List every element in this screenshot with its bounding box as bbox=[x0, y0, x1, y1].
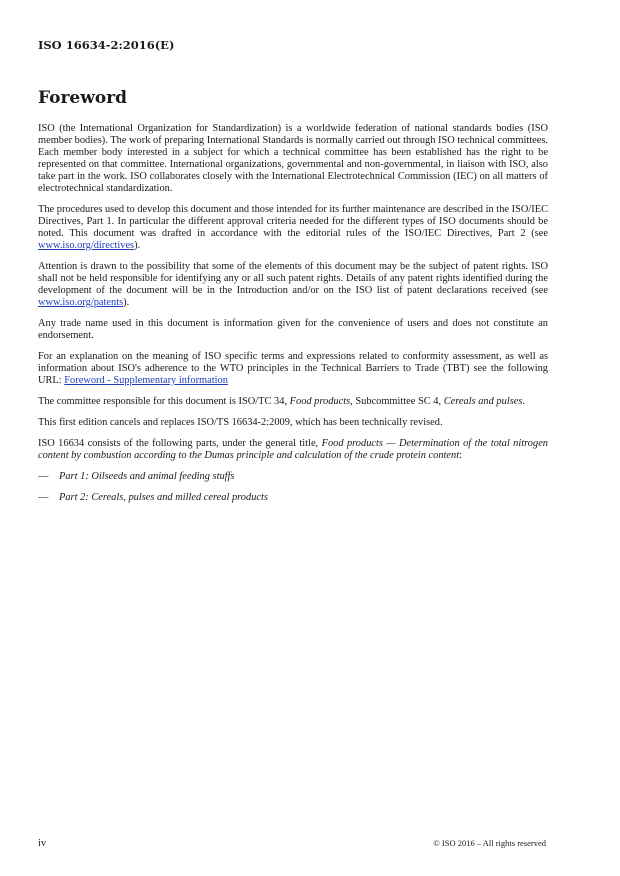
list-item bbox=[38, 471, 548, 483]
paragraph-committee-text: The committee responsible for this document is ISO/TC 34, bbox=[38, 396, 290, 407]
committee-name: Food products bbox=[289, 396, 351, 407]
paragraph-procedures-text: The procedures used to develop this document and those intended for its further maintenance are described in the ISO/IEC Directives, Part 1. In particular the different approval criteria needed for the different types of ISO documents should be noted. This document was drafted in accordance with the editorial rules of the ISO/IEC Directives, Part 2 (see bbox=[38, 204, 548, 239]
paragraph-parts-end: : bbox=[459, 450, 463, 461]
page-number: iv bbox=[38, 838, 47, 849]
paragraph-committee-middle: , Subcommittee SC 4, bbox=[350, 396, 444, 407]
paragraph-parts-text: ISO 16634 consists of the following parts, under the general title, bbox=[38, 438, 322, 449]
paragraph-edition: This first edition cancels and replaces ISO/TS 16634-2:2009, which has been technically revised. bbox=[38, 417, 443, 428]
dash-marker: — bbox=[38, 471, 49, 482]
paragraph-conformity-text: For an explanation on the meaning of ISO specific terms and expressions related to conformity assessment, as well as information about ISO's adherence to the WTO principles in the Technical Barriers to Trade (TBT) see the following URL: bbox=[38, 351, 548, 386]
paragraph-committee-end: . bbox=[522, 396, 526, 407]
paragraph-parts bbox=[38, 438, 548, 462]
paragraph-patents bbox=[38, 261, 548, 309]
paragraph-trade-name: Any trade name used in this document is information given for the convenience of users and does not constitute an endorsement. bbox=[38, 318, 548, 341]
paragraph-procedures bbox=[38, 204, 548, 252]
paragraph-iso-intro: ISO (the International Organization for Standardization) is a worldwide federation of national standards bodies (ISO member bodies). The work of preparing International Standards is normally carried out through ISO technical committees. Each member body interested in a subject for which a technical committee has been established has the right to be represented on that committee. International organizations, governmental and non-governmental, in liaison with ISO, also take part in the work. ISO collaborates closely with the International Electrotechnical Commission (IEC) on all matters of electrotechnical standardization. bbox=[38, 123, 548, 194]
list-item bbox=[38, 492, 548, 504]
subcommittee-name: Cereals and pulses bbox=[443, 396, 523, 407]
part-1-title: Part 1: Oilseeds and animal feeding stuffs bbox=[59, 471, 235, 482]
dash-marker: — bbox=[38, 492, 49, 503]
directives-link[interactable]: www.iso.org/directives bbox=[38, 240, 135, 251]
supplementary-info-link[interactable]: Foreword - Supplementary information bbox=[64, 375, 228, 386]
paragraph-patents-text: Attention is drawn to the possibility that some of the elements of this document may be the subject of patent rights. ISO shall not be held responsible for identifying any or all such patent rights. Details of any patent rights identified during the development of the document will be in the Introduction and/or on the ISO list of patent declarations received (see bbox=[38, 261, 548, 296]
paragraph-conformity bbox=[38, 351, 548, 387]
paragraph-patents-end: ). bbox=[123, 297, 130, 308]
paragraph-procedures-end: ). bbox=[134, 240, 141, 251]
copyright-notice: © ISO 2016 – All rights reserved bbox=[433, 838, 546, 848]
document-id-header: ISO 16634-2:2016(E) bbox=[38, 38, 175, 52]
foreword-body bbox=[38, 123, 548, 513]
patents-link[interactable]: www.iso.org/patents bbox=[38, 297, 124, 308]
part-2-title: Part 2: Cereals, pulses and milled cereal products bbox=[59, 492, 268, 503]
page-title: Foreword bbox=[38, 88, 128, 108]
paragraph-committee bbox=[38, 396, 548, 408]
general-title: Food products — Determination of the total nitrogen content by combustion according to the Dumas principle and calculation of the crude protein content bbox=[38, 438, 549, 461]
